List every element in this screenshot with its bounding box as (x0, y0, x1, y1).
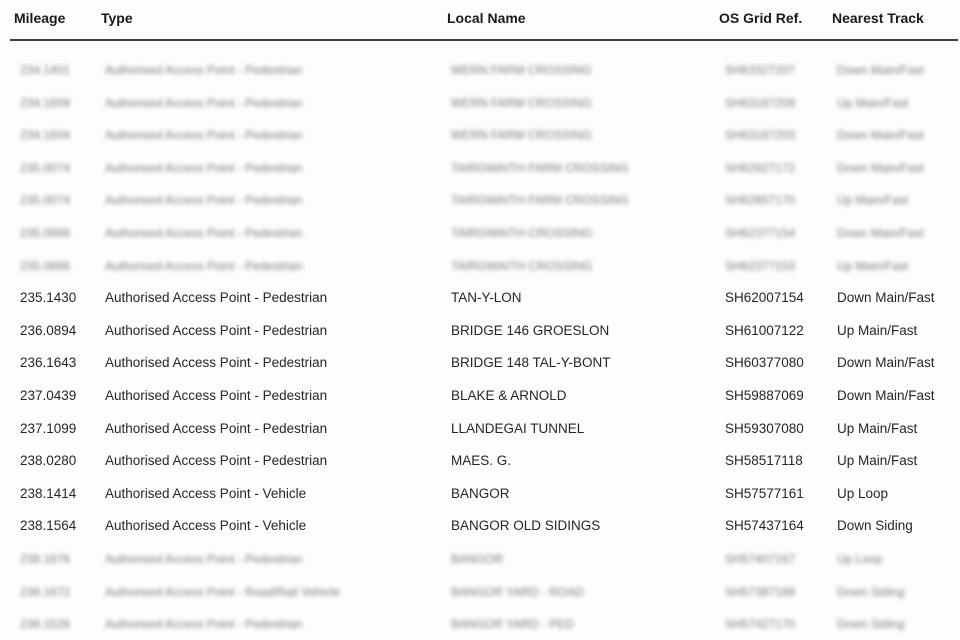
table-row (0, 543, 960, 575)
table-row (0, 217, 960, 249)
cell-mileage: 238.1564 (20, 518, 77, 534)
cell-os-grid-ref: SH62927172 (725, 160, 796, 175)
cell-type: Authorised Access Point - Vehicle (105, 485, 307, 501)
cell-local-name: BANGOR (451, 485, 510, 501)
cell-mileage: 234.1609 (20, 95, 71, 110)
cell-nearest-track: Down Main/Fast (837, 160, 924, 175)
header-type: Type (101, 10, 133, 26)
cell-os-grid-ref: SH63327207 (725, 63, 796, 77)
cell-mileage: 237.1099 (20, 420, 77, 436)
cell-os-grid-ref: SH57577161 (725, 485, 804, 501)
cell-nearest-track: Up Main/Fast (837, 453, 918, 469)
cell-os-grid-ref: SH57427170 (725, 617, 796, 632)
cell-os-grid-ref: SH57387168 (725, 584, 796, 599)
table-row (0, 380, 960, 412)
cell-mileage: 235.0074 (20, 160, 71, 175)
cell-local-name: BANGOR OLD SIDINGS (451, 518, 601, 534)
cell-mileage: 238.0280 (20, 453, 77, 469)
cell-nearest-track: Down Main/Fast (837, 63, 924, 77)
cell-os-grid-ref: SH57407167 (725, 552, 796, 566)
cell-nearest-track: Down Main/Fast (837, 388, 935, 403)
cell-type: Authorised Access Point - Pedestrian (105, 355, 328, 371)
cell-type: Authorised Access Point - Pedestrian (105, 420, 328, 436)
table-row (0, 250, 960, 282)
table-row (0, 445, 960, 477)
cell-os-grid-ref: SH57437164 (725, 518, 804, 534)
cell-mileage: 235.0074 (20, 193, 71, 208)
table-row (0, 315, 960, 347)
cell-local-name: TAIRGWAITH CROSSING (451, 226, 593, 240)
cell-nearest-track: Up Main/Fast (837, 420, 918, 436)
cell-nearest-track: Down Siding (837, 584, 905, 599)
cell-local-name: WERN FARM CROSSING (451, 95, 592, 110)
cell-local-name: BLAKE & ARNOLD (451, 388, 567, 403)
table-row (0, 347, 960, 379)
table-row (0, 608, 960, 640)
cell-mileage: 237.0439 (20, 388, 77, 403)
cell-mileage: 235.0666 (20, 226, 71, 240)
cell-mileage: 236.0894 (20, 322, 77, 338)
cell-nearest-track: Down Main/Fast (837, 128, 924, 143)
cell-nearest-track: Down Siding (837, 617, 905, 632)
cell-mileage: 238.1526 (20, 617, 71, 632)
cell-type: Authorised Access Point - Pedestrian (105, 95, 303, 110)
cell-os-grid-ref: SH59307080 (725, 420, 804, 436)
table-row (0, 413, 960, 445)
cell-nearest-track: Down Main/Fast (837, 355, 935, 371)
cell-local-name: TAIRGWAITH FARM CROSSING (451, 160, 630, 175)
table-row (0, 576, 960, 608)
cell-type: Authorised Access Point - Pedestrian (105, 453, 328, 469)
cell-local-name: TAIRGWAITH CROSSING (451, 258, 593, 273)
cell-type: Authorised Access Point - Pedestrian (105, 226, 303, 240)
cell-os-grid-ref: SH60377080 (725, 355, 804, 371)
cell-local-name: TAN-Y-LON (451, 290, 522, 306)
cell-type: Authorised Access Point - Pedestrian (105, 258, 303, 273)
cell-mileage: 234.1401 (20, 63, 71, 77)
cell-type: Authorised Access Point - Pedestrian (105, 388, 328, 403)
header-os-grid-ref: OS Grid Ref. (719, 10, 803, 26)
table-row (0, 54, 960, 86)
cell-type: Authorised Access Point - Road/Rail Vehicle (105, 584, 340, 599)
cell-os-grid-ref: SH59887069 (725, 388, 804, 403)
cell-type: Authorised Access Point - Pedestrian (105, 128, 303, 143)
cell-nearest-track: Down Main/Fast (837, 290, 935, 306)
cell-type: Authorised Access Point - Vehicle (105, 518, 307, 534)
cell-mileage: 238.1676 (20, 552, 71, 566)
cell-local-name: MAES. G. (451, 453, 512, 469)
cell-mileage: 238.1414 (20, 485, 77, 501)
cell-mileage: 235.0666 (20, 258, 71, 273)
cell-local-name: TAIRGWAITH FARM CROSSING (451, 193, 630, 208)
table-row (0, 282, 960, 314)
cell-nearest-track: Up Main/Fast (837, 258, 909, 273)
cell-local-name: BRIDGE 146 GROESLON (451, 322, 610, 338)
cell-mileage: 236.1643 (20, 355, 77, 371)
header-nearest-track: Nearest Track (832, 10, 924, 26)
cell-local-name: BRIDGE 148 TAL-Y-BONT (451, 355, 611, 371)
cell-type: Authorised Access Point - Pedestrian (105, 552, 303, 566)
cell-os-grid-ref: SH61007122 (725, 322, 804, 338)
table-row (0, 478, 960, 510)
cell-mileage: 238.1672 (20, 584, 71, 599)
table-row (0, 510, 960, 542)
cell-type: Authorised Access Point - Pedestrian (105, 193, 303, 208)
cell-local-name: BANGOR (451, 552, 504, 566)
cell-nearest-track: Down Siding (837, 518, 913, 534)
header-local-name: Local Name (447, 10, 526, 26)
cell-local-name: WERN FARM CROSSING (451, 128, 592, 143)
cell-type: Authorised Access Point - Pedestrian (105, 290, 328, 306)
cell-mileage: 235.1430 (20, 290, 77, 306)
header-divider (10, 39, 958, 41)
cell-os-grid-ref: SH63187209 (725, 95, 796, 110)
cell-os-grid-ref: SH58517118 (725, 453, 803, 469)
cell-os-grid-ref: SH62377153 (725, 258, 796, 273)
cell-os-grid-ref: SH62857170 (725, 193, 796, 208)
cell-nearest-track: Up Loop (837, 552, 883, 566)
cell-nearest-track: Up Loop (837, 485, 889, 501)
cell-os-grid-ref: SH62007154 (725, 290, 804, 306)
cell-type: Authorised Access Point - Pedestrian (105, 63, 303, 77)
header-mileage: Mileage (14, 10, 66, 26)
cell-local-name: BANGOR YARD - PED (451, 617, 574, 632)
cell-type: Authorised Access Point - Pedestrian (105, 160, 303, 175)
cell-local-name: BANGOR YARD - ROAD (451, 584, 584, 599)
cell-os-grid-ref: SH63187203 (725, 128, 796, 143)
cell-type: Authorised Access Point - Pedestrian (105, 322, 328, 338)
cell-nearest-track: Down Main/Fast (837, 226, 924, 240)
cell-mileage: 234.1604 (20, 128, 71, 143)
cell-type: Authorised Access Point - Pedestrian (105, 617, 303, 632)
table-row (0, 87, 960, 119)
cell-os-grid-ref: SH62377154 (725, 226, 796, 240)
cell-nearest-track: Up Main/Fast (837, 322, 918, 338)
table-row (0, 184, 960, 216)
table-row (0, 119, 960, 151)
cell-nearest-track: Up Main/Fast (837, 193, 909, 208)
table-row (0, 152, 960, 184)
cell-local-name: WERN FARM CROSSING (451, 63, 592, 77)
cell-nearest-track: Up Main/Fast (837, 95, 909, 110)
cell-local-name: LLANDEGAI TUNNEL (451, 420, 585, 436)
